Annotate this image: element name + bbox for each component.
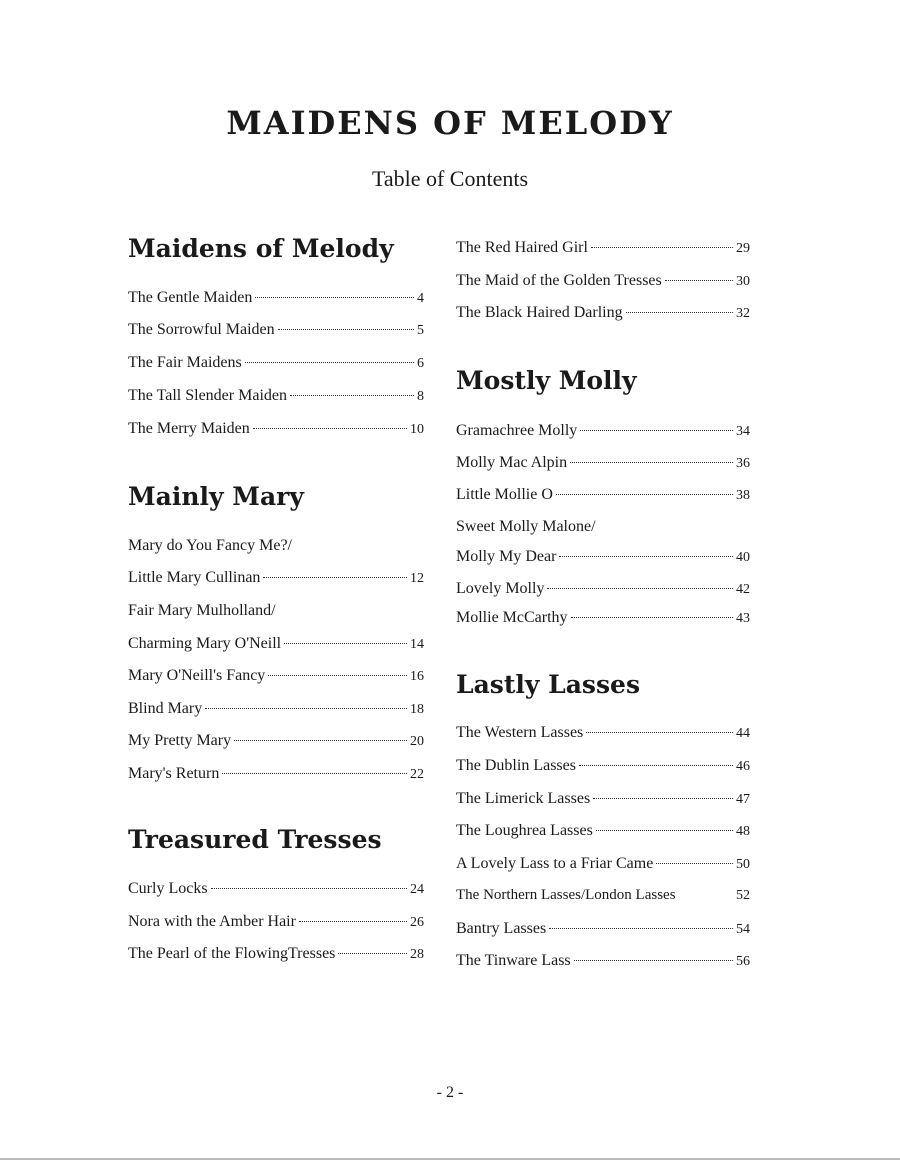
- toc-entry[interactable]: [456, 304, 750, 322]
- entry-page: 22: [410, 767, 424, 782]
- page-subtitle: Table of Contents: [371, 166, 529, 191]
- toc-entry[interactable]: [456, 952, 750, 970]
- dot-leader: [580, 430, 733, 431]
- entry-page: 5: [417, 323, 424, 338]
- dot-leader: [263, 577, 407, 578]
- entry-title: The Gentle Maiden: [128, 289, 253, 306]
- entry-title: The Tinware Lass: [456, 952, 571, 969]
- dot-leader: [290, 395, 414, 396]
- dot-leader: [253, 428, 407, 429]
- entry-page: 56: [736, 954, 750, 969]
- entry-title: The Sorrowful Maiden: [128, 321, 275, 338]
- toc-entry[interactable]: [456, 609, 750, 627]
- entry-title: Bantry Lasses: [456, 920, 547, 937]
- entry-page: 4: [417, 291, 424, 306]
- entry-page: 48: [736, 824, 750, 839]
- entry-title: The Tall Slender Maiden: [128, 387, 287, 404]
- entry-page: 50: [736, 857, 750, 872]
- entry-page: 47: [736, 792, 750, 807]
- entry-title: Charming Mary O'Neill: [128, 635, 282, 652]
- entry-title: The Maid of the Golden Tresses: [456, 272, 662, 289]
- dot-leader: [211, 888, 407, 889]
- toc-entry[interactable]: [128, 354, 424, 372]
- toc-entry[interactable]: [128, 732, 424, 750]
- entry-page: 29: [736, 241, 750, 256]
- entry-title: The Northern Lasses/London Lasses: [456, 887, 676, 903]
- dot-leader: [656, 863, 733, 864]
- entry-title: The Black Haired Darling: [456, 304, 623, 321]
- dot-leader: [596, 830, 733, 831]
- section-heading: Maidens of Melody: [128, 234, 394, 263]
- entry-title: The Loughrea Lasses: [456, 822, 593, 839]
- dot-leader: [665, 280, 733, 281]
- dot-leader: [255, 297, 414, 298]
- toc-entry[interactable]: [456, 239, 750, 257]
- entry-page: 46: [736, 759, 750, 774]
- toc-entry[interactable]: [456, 580, 750, 598]
- toc-entry[interactable]: [128, 569, 424, 587]
- entry-page: 30: [736, 274, 750, 289]
- toc-entry-line[interactable]: Sweet Molly Malone/: [456, 518, 596, 535]
- toc-entry[interactable]: [128, 635, 424, 653]
- toc-entry[interactable]: [128, 420, 424, 438]
- dot-leader: [559, 556, 733, 557]
- page-title: MAIDENS OF MELODY: [226, 104, 674, 142]
- toc-entry[interactable]: [456, 757, 750, 775]
- toc-entry-line[interactable]: Fair Mary Mulholland/: [128, 602, 276, 619]
- dot-leader: [626, 312, 733, 313]
- toc-entry[interactable]: [456, 422, 750, 440]
- entry-page: 42: [736, 582, 750, 597]
- toc-entry[interactable]: [128, 387, 424, 405]
- toc-entry[interactable]: [456, 855, 750, 873]
- entry-title: Mollie McCarthy: [456, 609, 568, 626]
- entry-title: Blind Mary: [128, 700, 203, 717]
- dot-leader: [586, 732, 733, 733]
- entry-title: Nora with the Amber Hair: [128, 913, 296, 930]
- entry-page: 20: [410, 734, 424, 749]
- section-heading: Mainly Mary: [128, 482, 304, 511]
- entry-title: The Dublin Lasses: [456, 757, 576, 774]
- entry-title: Lovely Molly: [456, 580, 545, 597]
- entry-page: 16: [410, 669, 424, 684]
- bottom-divider: [0, 1158, 900, 1160]
- toc-entry[interactable]: [456, 887, 750, 904]
- dot-leader: [574, 960, 733, 961]
- dot-leader: [579, 765, 733, 766]
- entry-page: 6: [417, 356, 424, 371]
- entry-title: Mary O'Neill's Fancy: [128, 667, 266, 684]
- entry-page: 10: [410, 422, 424, 437]
- entry-page: 54: [736, 922, 750, 937]
- dot-leader: [547, 588, 733, 589]
- toc-entry[interactable]: [128, 667, 424, 685]
- entry-page: 26: [410, 915, 424, 930]
- entry-title: Little Mollie O: [456, 486, 553, 503]
- toc-entry[interactable]: [128, 765, 424, 783]
- dot-leader: [268, 675, 407, 676]
- entry-title: The Pearl of the FlowingTresses: [128, 945, 336, 962]
- page-number: - 2 -: [436, 1084, 464, 1101]
- toc-entry[interactable]: [128, 913, 424, 931]
- entry-page: 8: [417, 389, 424, 404]
- dot-leader: [338, 953, 407, 954]
- dot-leader: [222, 773, 407, 774]
- entry-title: The Fair Maidens: [128, 354, 242, 371]
- dot-leader: [549, 928, 733, 929]
- entry-title: The Western Lasses: [456, 724, 584, 741]
- toc-entry[interactable]: [128, 880, 424, 898]
- dot-leader: [299, 921, 407, 922]
- entry-title: Mary's Return: [128, 765, 220, 782]
- toc-entry[interactable]: [456, 454, 750, 472]
- entry-title: My Pretty Mary: [128, 732, 232, 749]
- section-heading: Mostly Molly: [456, 366, 637, 395]
- toc-entry[interactable]: [128, 321, 424, 339]
- entry-page: 40: [736, 550, 750, 565]
- entry-title: A Lovely Lass to a Friar Came: [456, 855, 654, 872]
- dot-leader: [245, 362, 414, 363]
- entry-title: Molly My Dear: [456, 548, 557, 565]
- toc-entry[interactable]: [128, 700, 424, 718]
- entry-page: 24: [410, 882, 424, 897]
- entry-title: Little Mary Cullinan: [128, 569, 261, 586]
- entry-title: Gramachree Molly: [456, 422, 578, 439]
- toc-entry[interactable]: [456, 822, 750, 840]
- dot-leader: [284, 643, 407, 644]
- dot-leader: [571, 617, 733, 618]
- entry-page: 28: [410, 947, 424, 962]
- entry-page: 12: [410, 571, 424, 586]
- entry-page: 38: [736, 488, 750, 503]
- dot-leader: [278, 329, 414, 330]
- entry-page: 52: [736, 888, 750, 903]
- dot-leader: [593, 798, 733, 799]
- dot-leader: [556, 494, 733, 495]
- entry-title: Curly Locks: [128, 880, 208, 897]
- toc-entry[interactable]: [128, 945, 424, 963]
- dot-leader: [234, 740, 407, 741]
- toc-entry-line[interactable]: Mary do You Fancy Me?/: [128, 537, 292, 554]
- entry-title: The Red Haired Girl: [456, 239, 588, 256]
- entry-page: 14: [410, 637, 424, 652]
- entry-page: 18: [410, 702, 424, 717]
- dot-leader: [570, 462, 733, 463]
- section-heading: Treasured Tresses: [128, 825, 382, 854]
- entry-title: The Limerick Lasses: [456, 790, 591, 807]
- dot-leader: [591, 247, 733, 248]
- dot-leader: [205, 708, 407, 709]
- toc-entry[interactable]: [456, 486, 750, 504]
- toc-entry[interactable]: [456, 724, 750, 742]
- entry-page: 32: [736, 306, 750, 321]
- entry-page: 34: [736, 424, 750, 439]
- toc-entry[interactable]: [456, 790, 750, 808]
- toc-entry[interactable]: [128, 289, 424, 307]
- section-heading: Lastly Lasses: [456, 670, 641, 699]
- entry-page: 44: [736, 726, 750, 741]
- entry-page: 36: [736, 456, 750, 471]
- toc-entry[interactable]: [456, 272, 750, 290]
- toc-entry[interactable]: [456, 548, 750, 566]
- entry-title: Molly Mac Alpin: [456, 454, 568, 471]
- toc-entry[interactable]: [456, 920, 750, 938]
- entry-page: 43: [736, 611, 750, 626]
- entry-title: The Merry Maiden: [128, 420, 250, 437]
